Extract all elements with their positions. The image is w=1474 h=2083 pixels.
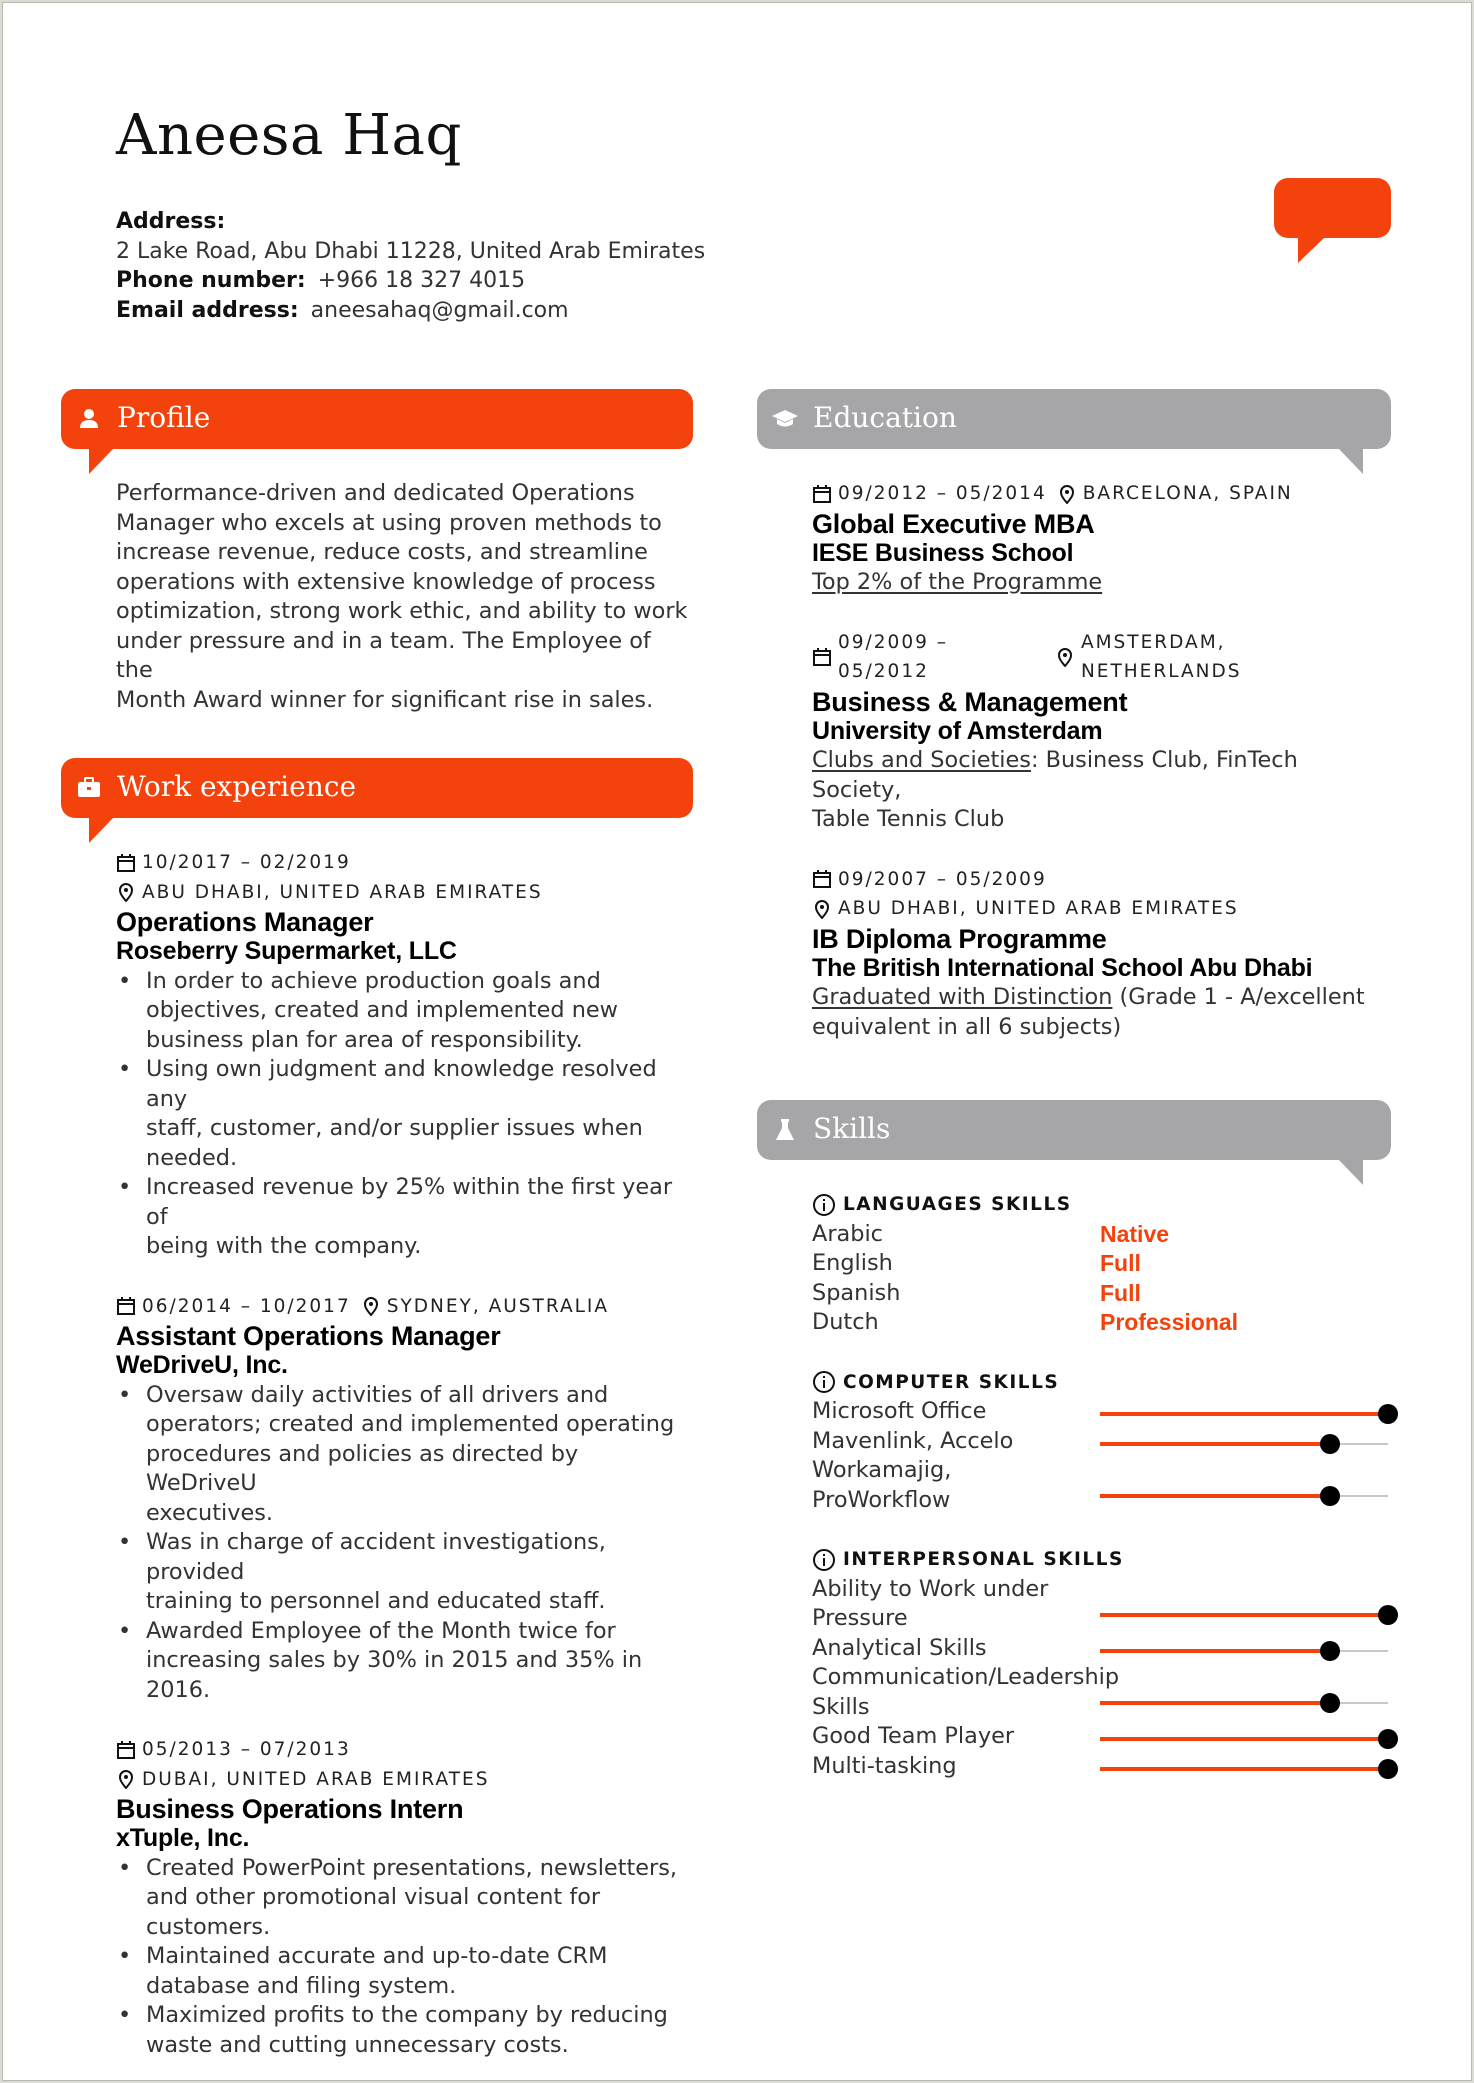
company-name: xTuple, Inc. [116,1824,250,1852]
skill-level-fill [1100,1442,1330,1446]
calendar-icon [116,1296,136,1316]
job-entry [116,1735,693,2060]
job-meta [116,1292,693,1322]
language-name: English [812,1250,893,1276]
profile-title: Profile [117,401,211,434]
location-pin-icon [116,882,136,902]
skill-level-dot [1378,1729,1398,1749]
job-location: ABU DHABI, UNITED ARAB EMIRATES [142,881,543,903]
skill-name [812,1397,1112,1427]
location-pin-icon [1055,647,1075,667]
job-entry [116,848,693,1262]
skills-header-tail [1339,1160,1363,1185]
skill-row [812,1575,1391,1634]
job-dates: 10/2017 – 02/2019 [142,852,351,873]
job-bullets [116,967,693,1262]
phone-value: +966 18 327 4015 [317,268,526,293]
bullet-line: procedures and policies as directed by WeDriveU [146,1440,579,1496]
job-title: Assistant Operations Manager [116,1321,501,1351]
education-note-line: Table Tennis Club [812,806,1005,832]
education-list [757,479,1391,1042]
skill-row [812,1722,1391,1752]
education-entry [812,479,1391,598]
language-level: Professional [1100,1309,1239,1335]
education-note-link[interactable]: Top 2% of the Programme [812,569,1103,595]
person-icon [75,405,103,433]
resume-page [2,2,1472,2081]
education-entry [812,865,1391,1043]
skill-level-dot [1320,1693,1340,1713]
right-column [757,389,1391,1781]
skill-level-track [1100,1738,1388,1740]
bullet-line: objectives, created and implemented new [146,997,618,1023]
skill-level-dot [1378,1605,1398,1625]
skill-name-line: Pressure [812,1605,908,1631]
school-name: IESE Business School [812,538,1074,567]
skill-row [812,1663,1391,1722]
bullet-line: • Using own judgment and knowledge resolved any [146,1056,657,1112]
contact-block [116,207,705,325]
calendar-icon [116,1740,136,1760]
bullet-line: • Maximized profits to the company by reducing [146,2002,668,2028]
edu-location-wrap [1057,479,1293,509]
job-bullet [116,967,693,1056]
school-name: University of Amsterdam [812,716,1103,745]
education-note [812,568,1391,598]
education-title: Education [813,401,957,434]
job-location: SYDNEY, AUSTRALIA [386,1295,610,1317]
job-dates-row [116,848,693,878]
calendar-icon [116,853,136,873]
education-note-line: equivalent in all 6 subjects) [812,1013,1122,1040]
calendar-icon [812,647,832,667]
skill-row [812,1752,1391,1782]
edu-location-row [812,894,1391,924]
bullet-line: training to personnel and educated staff. [146,1588,606,1614]
job-location-row [116,1765,693,1795]
profile-line: Performance-driven and dedicated Operations [116,480,635,506]
skill-name-line: Skills [812,1693,870,1720]
skill-level-track [1100,1614,1388,1616]
bullet-line: database and filing system. [146,1972,457,1999]
education-entry [812,628,1391,835]
bullet-line: • Created PowerPoint presentations, newsletters, [146,1854,678,1881]
skill-name [812,1663,1120,1722]
degree-name: IB Diploma Programme [812,923,1107,954]
briefcase-icon [75,774,103,802]
company-name: Roseberry Supermarket, LLC [116,937,457,965]
calendar-icon [812,869,832,889]
company-name: WeDriveU, Inc. [116,1351,288,1379]
edu-dates: 09/2012 – 05/2014 [838,483,1047,504]
job-location: DUBAI, UNITED ARAB EMIRATES [142,1768,490,1790]
profile-line: Month Award winner for significant rise in sales. [116,686,654,713]
bullet-line: • Oversaw daily activities of all drivers and [146,1381,609,1408]
left-column [61,389,693,2060]
job-bullet [116,2001,693,2060]
skill-name-line: Ability to Work under [812,1575,1049,1602]
school-name: The British International School Abu Dhabi [812,953,1313,982]
skill-level-dot [1378,1404,1398,1424]
job-title: Business Operations Intern [116,1794,464,1824]
bullet-line: increasing sales by 30% in 2015 and 35% in 2016. [146,1647,643,1703]
info-icon [812,1548,836,1572]
edu-meta [812,479,1391,509]
speech-bubble-icon [1274,178,1391,263]
email-value[interactable]: aneesahaq@gmail.com [310,297,569,323]
language-name: Arabic [812,1220,883,1247]
edu-dates: 09/2009 – 05/2012 [838,631,948,682]
degree-name: Global Executive MBA [812,508,1095,539]
job-bullet [116,1381,693,1529]
skill-level-fill [1100,1412,1388,1416]
calendar-icon [812,484,832,504]
edu-location: AMSTERDAM, NETHERLANDS [1080,631,1242,682]
language-level: Full [1100,1250,1141,1276]
skill-name-line: Multi-tasking [812,1752,957,1779]
bullet-line: being with the company. [146,1233,422,1259]
bullet-line: business plan for area of responsibility. [146,1026,583,1053]
skill-level-track [1100,1768,1388,1770]
flask-icon [771,1116,799,1144]
skill-name-line: Analytical Skills [812,1634,987,1661]
address-value: 2 Lake Road, Abu Dhabi 11228, United Arab Emirates [116,238,706,264]
skill-level-fill [1100,1737,1388,1741]
work-header-tail [89,818,113,843]
edu-dates: 09/2007 – 05/2009 [838,868,1047,890]
skill-level-dot [1320,1486,1340,1506]
skill-row [812,1456,1391,1515]
skill-row [812,1634,1391,1664]
language-row [812,1249,1391,1279]
info-icon [812,1193,836,1217]
education-header [757,389,1391,449]
job-bullet [116,1528,693,1617]
location-pin-icon [116,1769,136,1789]
degree-name: Business & Management [812,686,1128,717]
skill-name [812,1722,1112,1752]
job-location-row [116,878,693,908]
profile-header [61,389,693,449]
skill-name-line: Workamajig, [812,1457,952,1483]
graduation-cap-icon [771,405,799,433]
language-level: Full [1100,1279,1141,1306]
job-bullets [116,1854,693,2061]
location-pin-icon [1057,484,1077,504]
job-bullets [116,1381,693,1706]
skill-name [812,1634,1112,1664]
skill-level-fill [1100,1613,1388,1617]
language-row [812,1279,1391,1309]
skill-name-line: Microsoft Office [812,1398,987,1424]
profile-line: Manager who excels at using proven methods to [116,509,662,536]
job-dates: 05/2013 – 07/2013 [142,1739,351,1760]
education-note-link[interactable]: Graduated with Distinction [812,984,1113,1010]
skills-body [757,1190,1391,1781]
interpersonal-skills-list [812,1575,1391,1782]
skill-row [812,1397,1391,1427]
bullet-line: and other promotional visual content for [146,1884,601,1910]
skill-level-track [1100,1702,1388,1704]
languages-list [812,1220,1391,1338]
job-title: Operations Manager [116,907,374,937]
address-label: Address: [116,209,226,234]
language-name: Dutch [812,1309,879,1335]
education-header-tail [1339,449,1363,474]
skill-name-line: ProWorkflow [812,1486,951,1513]
skill-level-fill [1100,1494,1330,1498]
language-row [812,1308,1391,1338]
education-note-text: : Business Club, FinTech Society, [812,747,1298,803]
profile-summary [61,479,693,715]
bullet-line: • Was in charge of accident investigations, provided [146,1529,606,1585]
phone-label: Phone number: [116,268,306,293]
skill-name [812,1427,1112,1457]
languages-skills-heading: LANGUAGES SKILLS [812,1190,1391,1220]
profile-header-tail [89,449,113,474]
skill-row [812,1427,1391,1457]
skill-level-fill [1100,1649,1330,1653]
location-pin-icon [812,899,832,919]
work-header [61,758,693,818]
job-location-wrap [361,1292,609,1322]
bullet-line: staff, customer, and/or supplier issues when [146,1115,643,1141]
candidate-name: Aneesa Haq [116,103,462,168]
profile-line: optimization, strong work ethic, and ability to work [116,598,688,624]
bullet-line: waste and cutting unnecessary costs. [146,2031,569,2058]
job-dates-row [116,1735,693,1765]
skill-name-line: Mavenlink, Accelo [812,1427,1014,1454]
profile-line: under pressure and in a team. The Employee of the [116,627,651,683]
bullet-line: • Awarded Employee of the Month twice for [146,1617,616,1644]
edu-location: ABU DHABI, UNITED ARAB EMIRATES [838,898,1239,919]
skill-level-track [1100,1413,1388,1415]
job-bullet [116,1617,693,1706]
job-bullet [116,1942,693,2001]
language-level: Native [1100,1220,1170,1247]
skill-level-track [1100,1443,1388,1445]
location-pin-icon [361,1296,381,1316]
skill-level-dot [1378,1759,1398,1779]
edu-location-wrap [1055,628,1391,687]
edu-meta [812,628,1391,687]
jobs-list [61,848,693,2060]
skill-name-line: Good Team Player [812,1723,1015,1749]
skill-level-fill [1100,1767,1388,1771]
computer-skills-list [812,1397,1391,1515]
education-note [812,983,1391,1013]
bullet-line: customers. [146,1913,271,1940]
skill-name [812,1575,1112,1634]
info-icon [812,1370,836,1394]
job-entry [116,1292,693,1706]
education-note [812,746,1391,805]
email-label: Email address: [116,297,299,323]
profile-line: increase revenue, reduce costs, and streamline [116,539,648,565]
work-title: Work experience [117,770,357,803]
bullet-line: executives. [146,1499,274,1526]
skill-level-dot [1320,1641,1340,1661]
language-row [812,1220,1391,1250]
skill-level-track [1100,1650,1388,1652]
skills-header [757,1100,1391,1160]
job-bullet [116,1055,693,1173]
edu-dates-row [812,865,1391,895]
education-note-text: (Grade 1 - A/excellent [1112,984,1365,1010]
bullet-line: operators; created and implemented operating [146,1411,675,1437]
profile-line: operations with extensive knowledge of process [116,568,656,595]
edu-location: BARCELONA, SPAIN [1082,483,1293,504]
bullet-line: • In order to achieve production goals and [146,967,601,994]
skill-level-fill [1100,1701,1330,1705]
bullet-line: needed. [146,1144,238,1171]
language-name: Spanish [812,1279,901,1306]
skill-level-track [1100,1495,1388,1497]
skill-name [812,1752,1112,1782]
skills-title: Skills [813,1112,891,1145]
interpersonal-skills-heading: INTERPERSONAL SKILLS [812,1545,1391,1575]
education-note-link[interactable]: Clubs and Societies [812,747,1031,773]
job-dates: 06/2014 – 10/2017 [142,1295,351,1317]
job-bullet [116,1854,693,1943]
bullet-line: • Increased revenue by 25% within the first year of [146,1174,673,1230]
job-bullet [116,1173,693,1262]
skill-level-dot [1320,1434,1340,1454]
skill-name-line: Communication/Leadership [812,1664,1120,1690]
skill-name [812,1456,1112,1515]
bullet-line: • Maintained accurate and up-to-date CRM [146,1943,608,1969]
computer-skills-heading: COMPUTER SKILLS [812,1368,1391,1398]
